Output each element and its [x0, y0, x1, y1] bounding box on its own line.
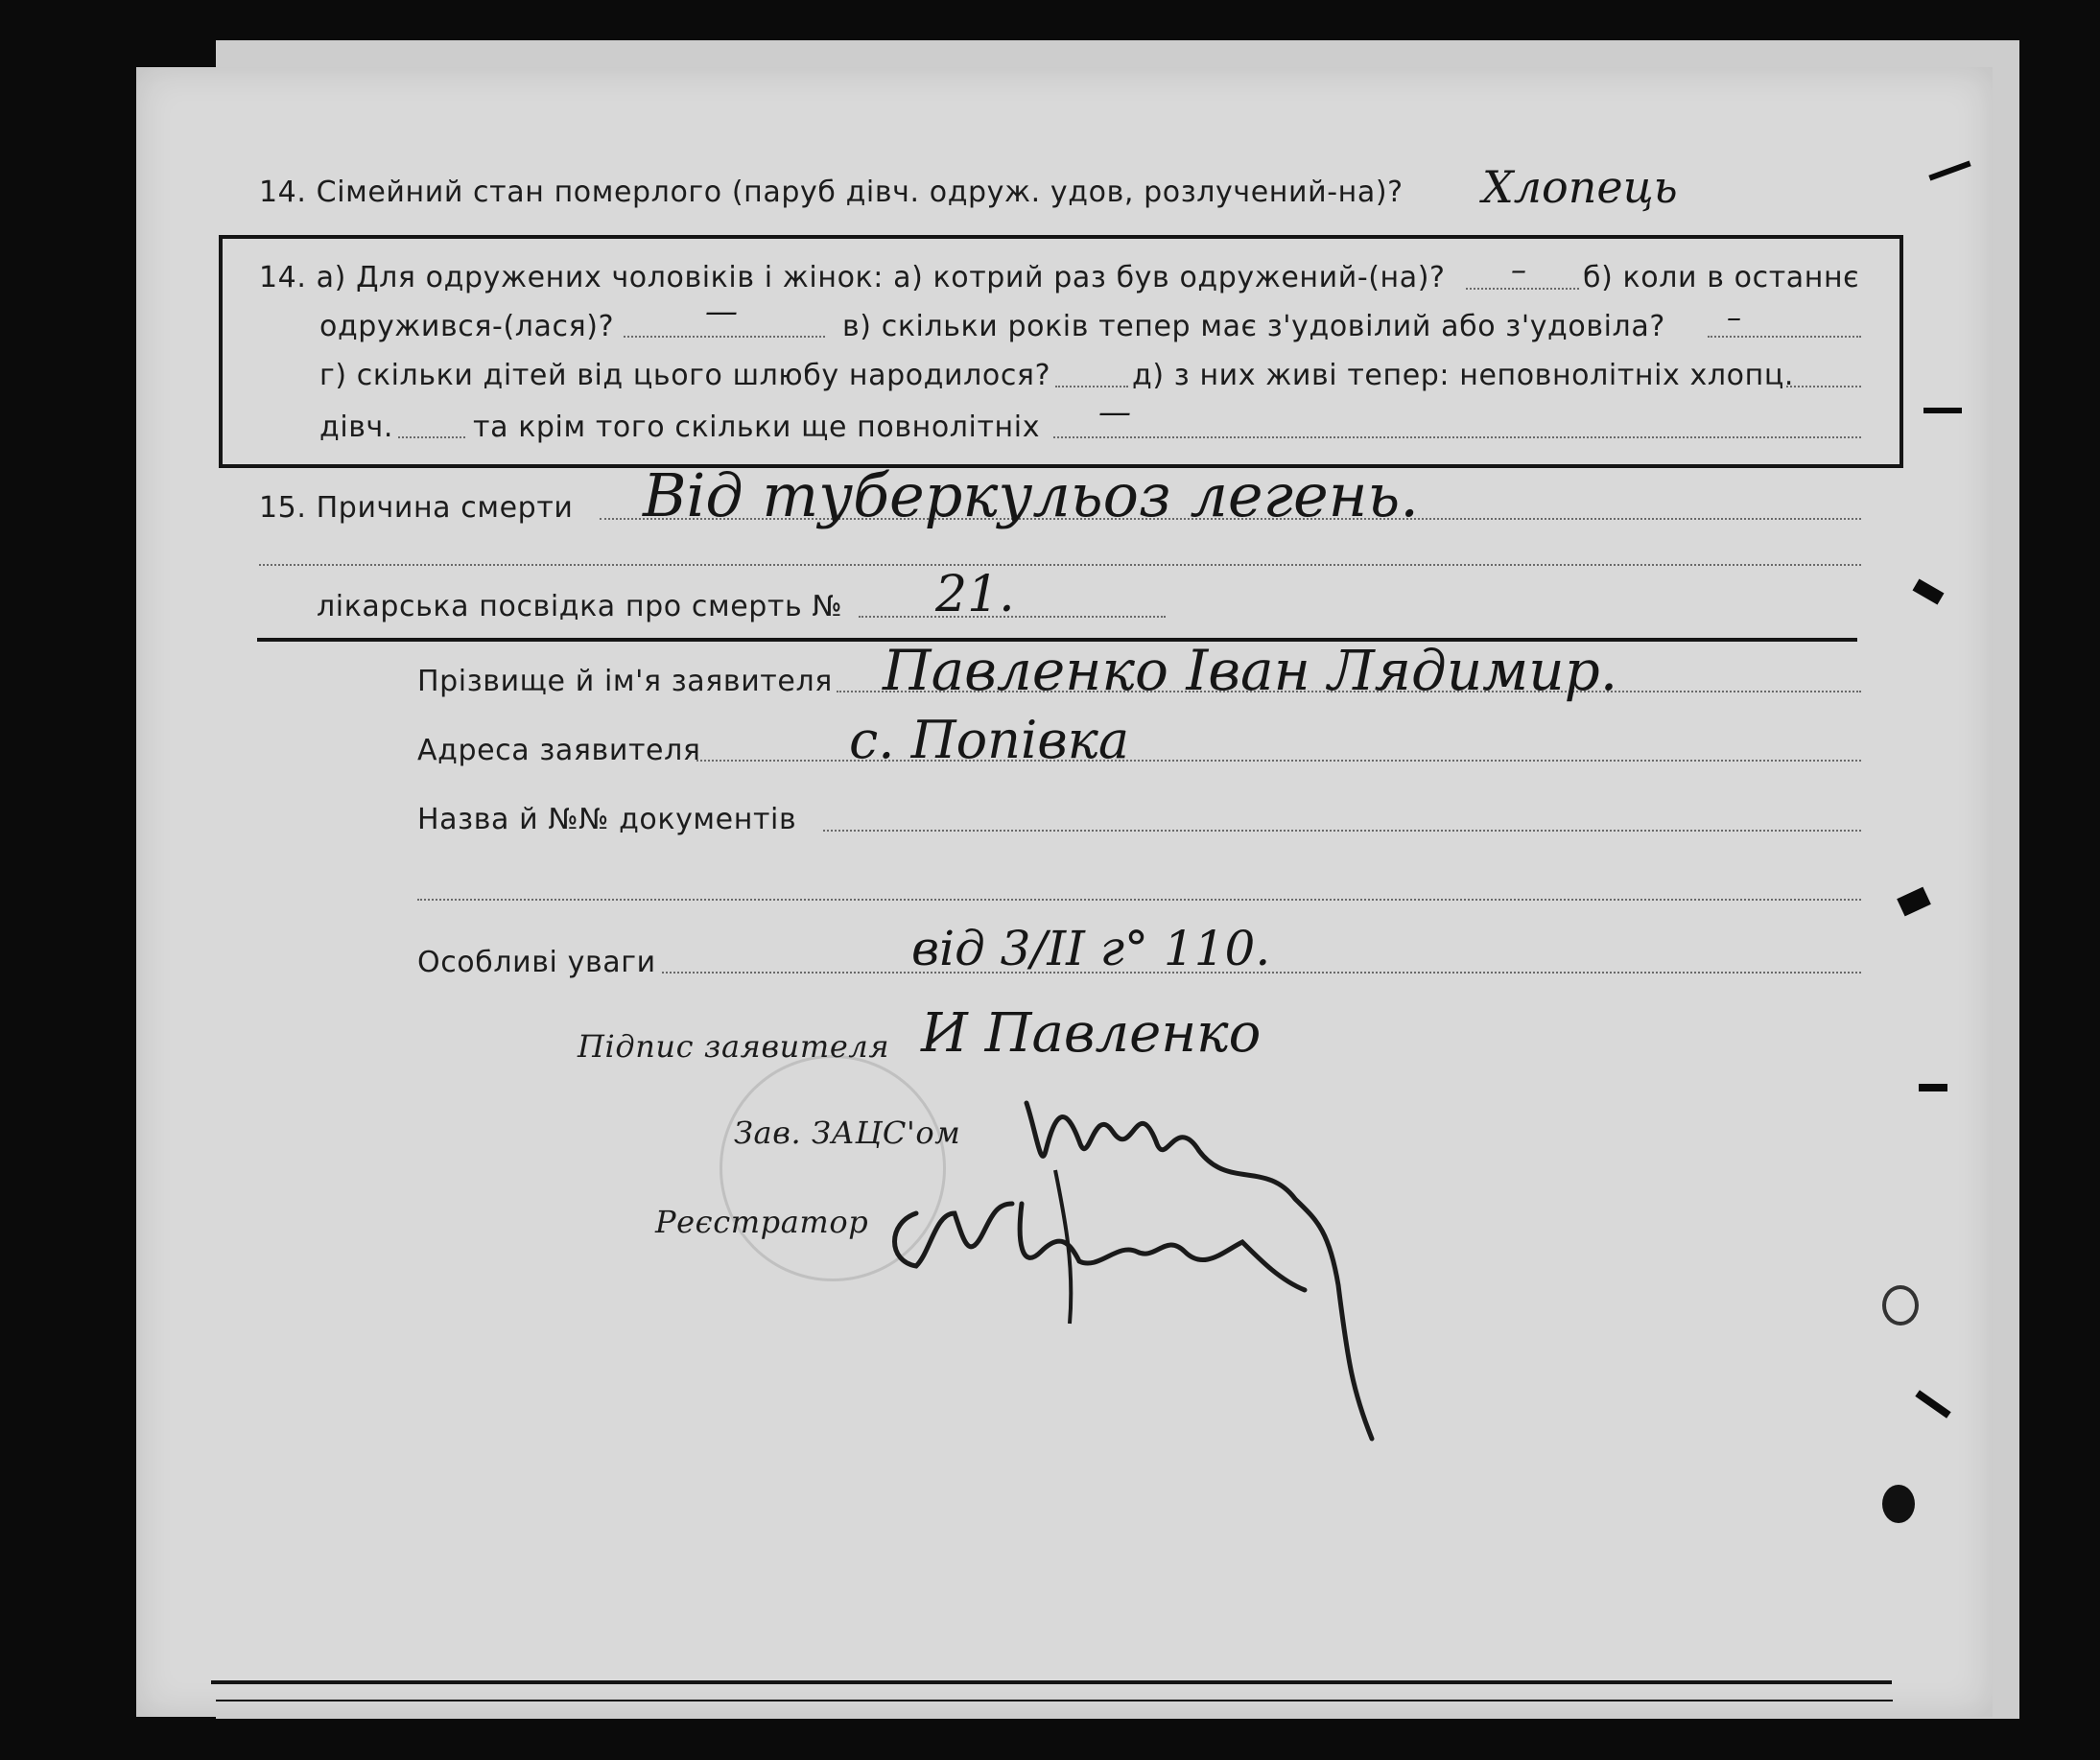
notes-label: Особливі уваги [417, 946, 656, 979]
applicant-signature-value: И Павленко [921, 1002, 1262, 1065]
q14a-line2b: в) скільки років тепер має з'удовілий або з'удовіла? [842, 310, 1665, 343]
q14a-line3b: д) з них живі тепер: неповнолітніх хлопц. [1132, 359, 1795, 392]
documents-label: Назва й №№ документів [417, 803, 797, 836]
q14a-dots-6 [398, 436, 465, 438]
punch-hole-2 [1882, 1485, 1915, 1523]
q14a-line1: 14. а) Для одружених чоловіків і жінок: а) котрий раз був одружений-(на)? [259, 261, 1446, 294]
q14-label: 14. Сімейний стан померлого (паруб дівч. одруж. удов, розлучений-на)? [259, 176, 1404, 209]
documents-dots-2 [417, 899, 1861, 901]
q14a-line1b: б) коли в останнє [1583, 261, 1860, 294]
edge-tear-2 [1923, 408, 1962, 413]
q15-label: 15. Причина смерти [259, 491, 574, 525]
med-cert-label: лікарська посвідка про смерть № [317, 590, 843, 623]
registrar-label: Реєстратор [655, 1204, 869, 1240]
med-cert-number: 21. [935, 566, 1015, 623]
q14a-answer-3: – [1727, 301, 1741, 335]
bottom-rule-2 [216, 1700, 1893, 1701]
q14a-dots-1 [1466, 288, 1579, 290]
bottom-rule-1 [211, 1680, 1892, 1684]
punch-hole-1 [1882, 1285, 1919, 1326]
q15-answer: Від туберкульоз легень. [643, 460, 1419, 530]
q14a-answer-4: — [1098, 393, 1131, 432]
notes-value: від 3/ІІ г° 110. [911, 921, 1271, 976]
q14a-line2a: одружився-(лася)? [319, 310, 615, 343]
q14-answer: Хлопець [1482, 161, 1678, 213]
q14a-dots-4 [1055, 386, 1128, 387]
applicant-name-value: Павленко Іван Лядимир. [883, 638, 1618, 703]
q14a-line3a: г) скільки дітей від цього шлюбу народилося? [319, 359, 1051, 392]
applicant-address-value: с. Попівка [849, 710, 1130, 770]
edge-tear-5 [1919, 1084, 1947, 1091]
q14a-dots-3 [1708, 336, 1861, 338]
head-label: Зав. ЗАЦС'ом [734, 1115, 961, 1151]
q14a-line4a: дівч. [319, 411, 394, 444]
q14a-answer-2: — [705, 293, 738, 331]
applicant-address-label: Адреса заявителя [417, 734, 701, 767]
applicant-name-label: Прізвище й ім'я заявителя [417, 665, 833, 698]
documents-dots-1 [823, 830, 1861, 832]
q14a-answer-1: – [1511, 251, 1526, 288]
q14a-dots-7 [1053, 436, 1861, 438]
applicant-signature-label: Підпис заявителя [578, 1028, 890, 1065]
q14a-dots-5 [1786, 386, 1861, 387]
q14a-line4b: та крім того скільки ще повнолітніх [473, 411, 1041, 444]
q15-dots-2 [259, 564, 1861, 566]
registrar-signature [878, 1175, 1319, 1328]
q14a-dots-2 [624, 336, 825, 338]
